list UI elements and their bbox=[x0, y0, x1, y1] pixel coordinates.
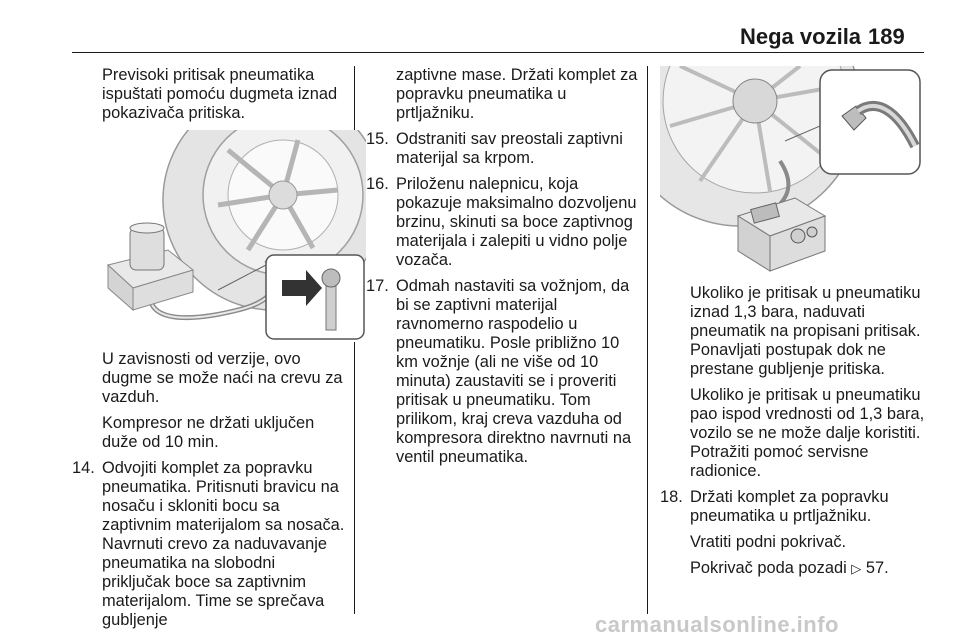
step-14-continued: zaptivne mase. Držati komplet za popravku pneumatika u prtljažniku. bbox=[396, 66, 638, 122]
reference-text: Pokrivač poda pozadi bbox=[690, 559, 847, 577]
column-1 bbox=[72, 66, 346, 637]
step-number: 15. bbox=[366, 130, 389, 148]
step-15 bbox=[366, 130, 640, 168]
column-divider-2 bbox=[647, 66, 648, 614]
header-rule bbox=[72, 52, 924, 53]
pressure-above-paragraph: Ukoliko je pritisak u pneumatiku iznad 1,3 bara, naduvati pneumatik na propisani pritisak. Ponavljati postupak dok ne prestane gubljenje pritiska. bbox=[690, 284, 921, 378]
hose-button-paragraph: U zavisnosti od verzije, ovo dugme se može naći na crevu za vazduh. bbox=[102, 350, 343, 406]
floor-cover-paragraph: Vratiti podni pokrivač. bbox=[690, 533, 847, 551]
page-number: 189 bbox=[868, 24, 905, 49]
section-title: Nega vozila bbox=[740, 24, 862, 49]
step-number: 18. bbox=[660, 488, 683, 506]
step-text: Odstraniti sav preostali zaptivni materijal sa krpom. bbox=[396, 130, 623, 167]
column-3 bbox=[660, 66, 930, 585]
step-text: Priloženu nalepnicu, koja pokazuje maksimalno dozvoljenu brzinu, skinuti sa boce zaptivnog materijala i zalepiti u vidno polje vozača. bbox=[396, 175, 637, 269]
compressor-time-paragraph: Kompresor ne držati uključen duže od 10 min. bbox=[102, 414, 315, 451]
intro-paragraph: Previsoki pritisak pneumatika ispuštati pomoću dugmeta iznad pokazivača pritiska. bbox=[102, 66, 338, 122]
figure-compressor-valve bbox=[660, 66, 924, 276]
step-text: Odmah nastaviti sa vožnjom, da bi se zaptivni materijal ravnomerno raspodelio u pneumatiku. Posle približno 10 km vožnje (ali ne više od 10 minuta) zaustaviti se i proveriti pritisak u pneumatiku. Tom prilikom, kraj creva vazduha od kompresora direktno navrnuti na ventil pneumatika. bbox=[396, 277, 632, 466]
step-number: 17. bbox=[366, 277, 389, 295]
step-17 bbox=[366, 277, 640, 467]
reference-page-link[interactable]: 57. bbox=[865, 559, 889, 577]
figure-pressure-release bbox=[98, 130, 366, 342]
column-2 bbox=[366, 66, 640, 474]
watermark: carmanualsonline.info bbox=[595, 612, 839, 637]
step-18 bbox=[660, 488, 930, 526]
step-text: Držati komplet za popravku pneumatika u prtljažniku. bbox=[690, 488, 889, 525]
step-16 bbox=[366, 175, 640, 270]
step-14 bbox=[72, 459, 346, 630]
sealant-bottle-illustration bbox=[130, 228, 164, 270]
pressure-below-paragraph: Ukoliko je pritisak u pneumatiku pao ispod vrednosti od 1,3 bara, vozilo se ne može dalje koristiti. Potražiti pomoć servisne radionice. bbox=[690, 386, 925, 480]
valve-detail-inset bbox=[266, 255, 364, 339]
step-number: 14. bbox=[72, 459, 95, 477]
step-text: Odvojiti komplet za popravku pneumatika. Pritisnuti bravicu na nosaču i skloniti bocu sa zaptivnim materijalom sa nosača. Navrnuti crevo za naduvavanje pneumatika na slobodni priključak boce sa zaptivnim materijalom. Time se sprečava gubljenje bbox=[102, 459, 345, 629]
rear-floor-cover-paragraph bbox=[660, 559, 930, 578]
reference-arrow-icon[interactable]: ▷ bbox=[851, 561, 862, 576]
step-number: 16. bbox=[366, 175, 389, 193]
